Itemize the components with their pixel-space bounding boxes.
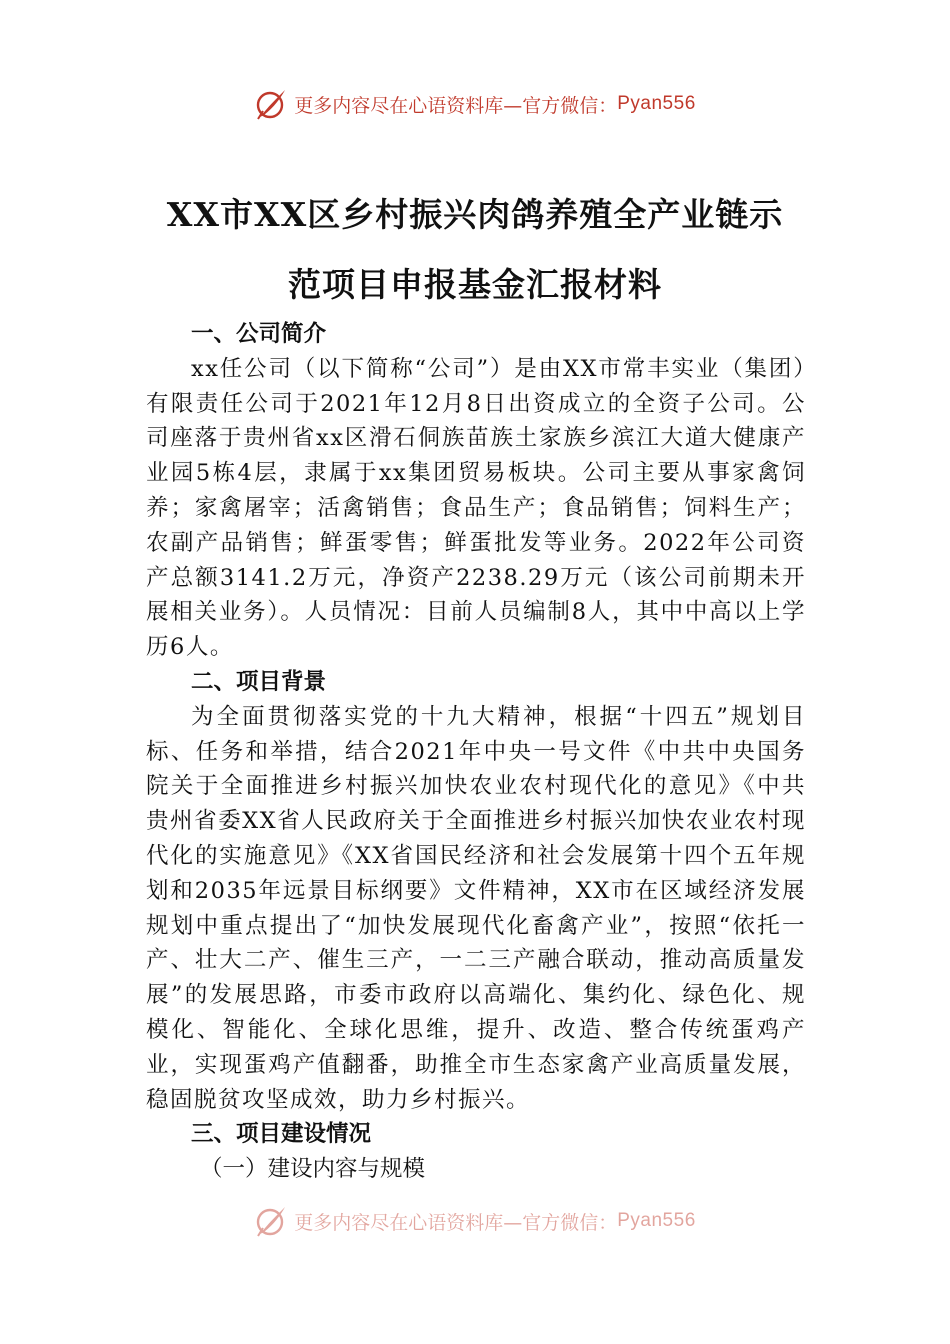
document-body — [146, 317, 806, 1187]
watermark-wechat-id: Pyan556 — [617, 93, 696, 114]
watermark-text: 更多内容尽在心语资料库—官方微信： — [294, 1211, 618, 1234]
paragraph-company-intro: xx任公司（以下简称“公司”）是由XX市常丰实业（集团）有限责任公司于2021年12月8日出资成立的全资子公司。公司座落于贵州省xx区滑石侗族苗族土家族乡滨江大道大健康产业园5栋4层，隶属于xx集团贸易板块。公司主要从事家禽饲养；家禽屠宰；活禽销售；食品生产；食品销售；饲料生产；农副产品销售；鲜蛋零售；鲜蛋批发等业务。2022年公司资产总额3141.2万元，净资产2238.29万元（该公司前期未开展相关业务）。人员情况：目前人员编制8人，其中中高以上学历6人。 — [146, 355, 806, 661]
watermark-header — [0, 84, 950, 124]
document-title — [130, 180, 820, 320]
watermark-wechat-id: Pyan556 — [617, 1210, 696, 1231]
title-line-1: XX市XX区乡村振兴肉鸽养殖全产业链示 — [166, 195, 784, 234]
section-heading-project-background: 二、项目背景 — [191, 668, 327, 695]
title-line-2: 范项目申报基金汇报材料 — [288, 265, 662, 304]
watermark-text: 更多内容尽在心语资料库—官方微信： — [294, 94, 618, 117]
quill-logo-icon — [254, 1204, 288, 1238]
paragraph-project-background: 为全面贯彻落实党的十九大精神，根据“十四五”规划目标、任务和举措，结合2021年中央一号文件《中共中央国务院关于全面推进乡村振兴加快农业农村现代化的意见》《中共贵州省委XX省人民政府关于全面推进乡村振兴加快农业农村现代化的实施意见》《XX省国民经济和社会发展第十四个五年规划和2035年远景目标纲要》文件精神，XX市在区域经济发展规划中重点提出了“加快发展现代化畜禽产业”，按照“依托一产、壮大二产、催生三产，一二三产融合联动，推动高质量发展”的发展思路，市委市政府以高端化、集约化、绿色化、规模化、智能化、全球化思维，提升、改造、整合传统蛋鸡产业，实现蛋鸡产值翻番，助推全市生态家禽产业高质量发展，稳固脱贫攻坚成效，助力乡村振兴。 — [146, 703, 806, 1113]
subsection-heading-content-scale: （一）建设内容与规模 — [200, 1156, 426, 1183]
watermark-footer — [0, 1203, 950, 1239]
section-heading-company-intro: 一、公司简介 — [191, 321, 327, 347]
section-heading-project-construction: 三、项目建设情况 — [191, 1121, 372, 1148]
quill-logo-icon — [254, 87, 288, 121]
